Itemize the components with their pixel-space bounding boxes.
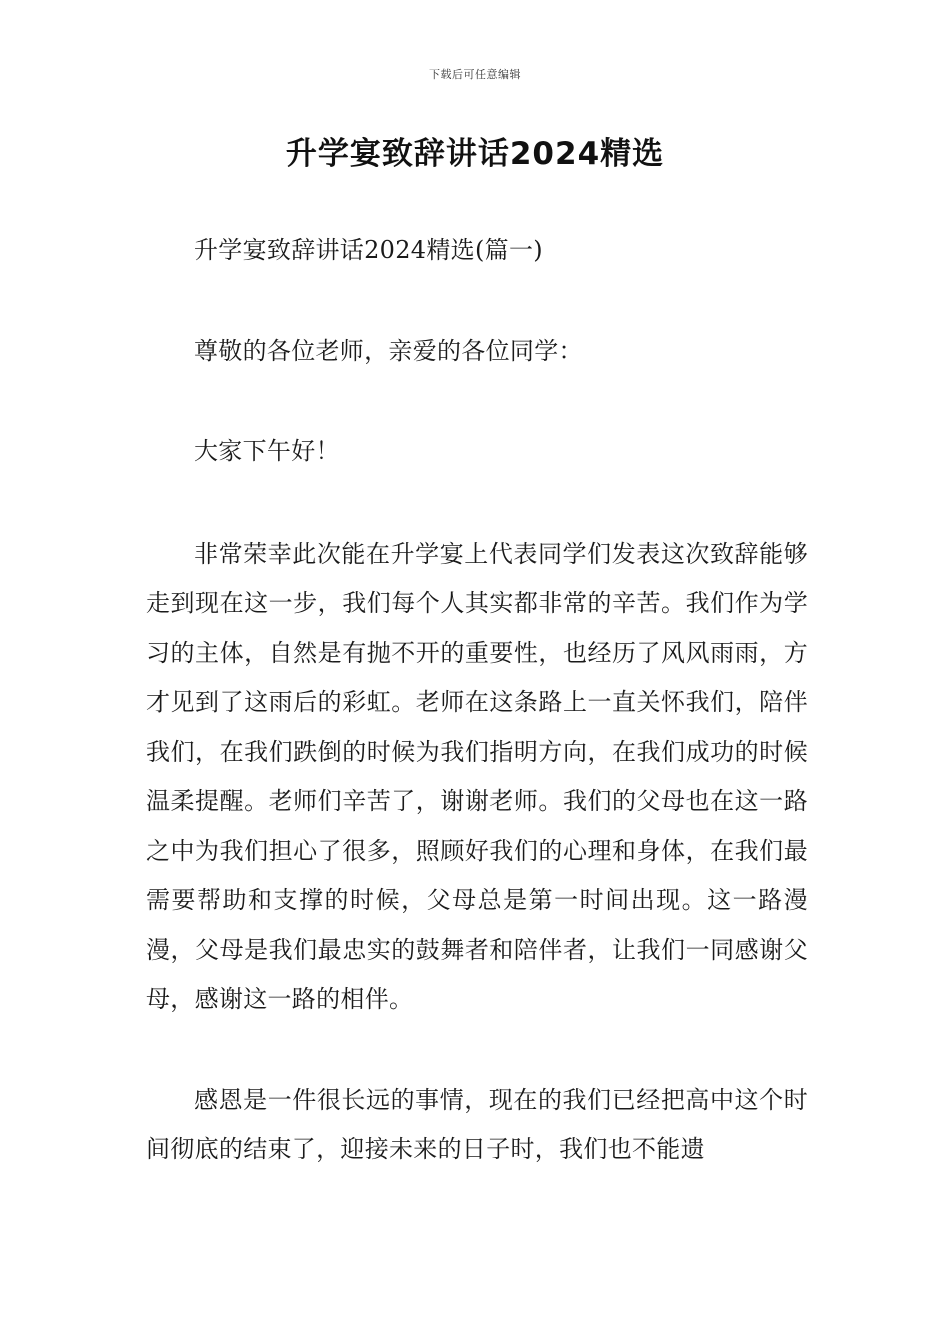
document-body bbox=[146, 226, 808, 1226]
body-paragraph: 感恩是一件很长远的事情，现在的我们已经把高中这个时间彻底的结束了，迎接未来的日子时，我们也不能遗 bbox=[146, 1085, 808, 1163]
document-title: 升学宴致辞讲话2024精选 bbox=[285, 136, 665, 172]
header-note: 下载后可任意编辑 bbox=[429, 68, 521, 81]
greeting: 大家下午好！ bbox=[194, 437, 340, 465]
body-paragraph: 非常荣幸此次能在升学宴上代表同学们发表这次致辞能够走到现在这一步，我们每个人其实都非常的辛苦。我们作为学习的主体，自然是有抛不开的重要性，也经历了风风雨雨，方才见到了这雨后的彩虹。老师在这条路上一直关怀我们，陪伴我们，在我们跌倒的时候为我们指明方向，在我们成功的时候温柔提醒。老师们辛苦了，谢谢老师。我们的父母也在这一路之中为我们担心了很多，照顾好我们的心理和身体，在我们最需要帮助和支撑的时候，父母总是第一时间出现。这一路漫漫，父母是我们最忠实的鼓舞者和陪伴者，让我们一同感谢父母，感谢这一路的相伴。 bbox=[146, 539, 808, 1013]
section-heading: 升学宴致辞讲话2024精选(篇一) bbox=[194, 236, 543, 264]
salutation: 尊敬的各位老师，亲爱的各位同学： bbox=[194, 336, 583, 365]
